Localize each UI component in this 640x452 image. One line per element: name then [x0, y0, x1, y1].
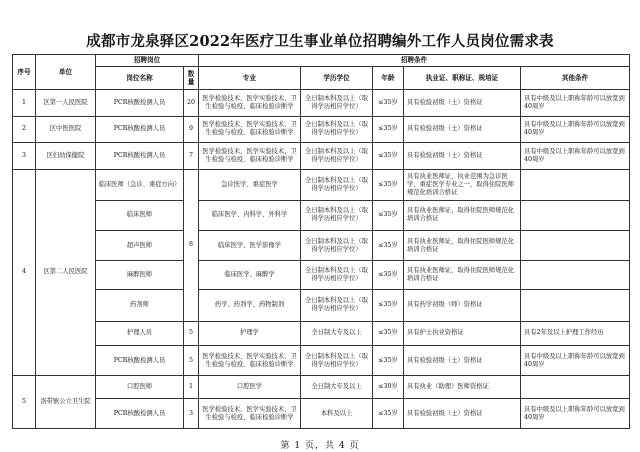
qualification-cell: 具有执业医师证，取得住院医师规范化培训合格证	[404, 231, 521, 261]
other-cell	[521, 231, 630, 261]
unit-cell: 区第二人民医院	[36, 169, 96, 375]
other-cell: 具有中级及以上职称年龄可以放宽到40周岁	[521, 399, 630, 429]
unit-cell: 区妇幼保健院	[36, 143, 96, 170]
education-cell: 全日制本科及以上（取得学历相应学位）	[301, 90, 373, 117]
age-cell: ≤35岁	[373, 399, 404, 429]
major-cell: 医学检验技术、医学实验技术、卫生检验与检疫、临床检验诊断学	[199, 346, 301, 376]
education-cell: 全日制本科及以上（取得学历相应学位）	[301, 169, 373, 200]
header-row-1	[13, 55, 630, 67]
table-row	[13, 200, 630, 231]
qualification-cell: 具有检验初级（士）资格证	[404, 116, 521, 143]
major-cell: 医学检验技术、医学实验技术、卫生检验与检疫、临床检验诊断学	[199, 116, 301, 143]
count-cell: 3	[184, 399, 199, 429]
other-cell	[521, 200, 630, 231]
education-cell: 全日制本科及以上（取得学历相应学位）	[301, 116, 373, 143]
post-cell: 药剂师	[96, 289, 184, 321]
header-unit: 单位	[36, 55, 96, 90]
page-footer: 第 1 页，共 4 页	[280, 441, 360, 451]
age-cell: ≤30岁	[373, 375, 404, 398]
age-cell: ≤35岁	[373, 169, 404, 200]
age-cell: ≤35岁	[373, 289, 404, 321]
education-cell: 本科及以上	[301, 399, 373, 429]
other-cell	[521, 289, 630, 321]
header-posts-group: 招聘岗位	[96, 55, 199, 67]
table-row	[13, 321, 630, 345]
age-cell: ≤35岁	[373, 321, 404, 345]
qualification-cell: 具有检验初级（士）资格证	[404, 143, 521, 170]
major-cell: 医学检验技术、医学实验技术、卫生检验与检疫、临床检验诊断学	[199, 143, 301, 170]
post-cell: 临床医师（急诊、重症方向）	[96, 169, 184, 200]
major-cell: 急诊医学、重症医学	[199, 169, 301, 200]
major-cell: 临床医学、内科学、外科学	[199, 200, 301, 231]
table-row	[13, 346, 630, 376]
header-post-name: 岗位名称	[96, 66, 184, 89]
age-cell: ≤35岁	[373, 261, 404, 290]
qualification-cell: 具有检验初级（士）资格证	[404, 346, 521, 376]
seq-cell: 4	[13, 169, 36, 375]
page-title: 成都市龙泉驿区2022年医疗卫生事业单位招聘编外工作人员岗位需求表	[86, 33, 554, 50]
age-cell: ≤35岁	[373, 231, 404, 261]
unit-cell: 区第一人民医院	[36, 90, 96, 117]
education-cell: 全日制大专及以上	[301, 321, 373, 345]
other-cell	[521, 169, 630, 200]
other-cell: 具有2年及以上护理工作经历	[521, 321, 630, 345]
post-cell: 临床医师	[96, 200, 184, 231]
other-cell: 具有中级及以上职称年龄可以放宽到40周岁	[521, 116, 630, 143]
header-conditions-group: 招聘条件	[199, 55, 630, 67]
education-cell: 全日制本科及以上（取得学历相应学位）	[301, 261, 373, 290]
table-row	[13, 169, 630, 200]
education-cell: 全日制本科及以上（取得学历相应学位）	[301, 231, 373, 261]
count-cell: 20	[184, 90, 199, 117]
other-cell: 具有中级及以上职称年龄可以放宽到40周岁	[521, 90, 630, 117]
post-cell: 口腔医师	[96, 375, 184, 398]
major-cell: 临床医学、麻醉学	[199, 261, 301, 290]
education-cell: 全日制本科及以上（取得学历相应学位）	[301, 346, 373, 376]
header-age: 年龄	[373, 66, 404, 89]
education-cell: 全日制本科及以上（取得学历相应学位）	[301, 289, 373, 321]
header-major: 专业	[199, 66, 301, 89]
count-cell: 5	[184, 321, 199, 345]
major-cell: 医学检验技术、医学实验技术、卫生检验与检疫、临床检验诊断学	[199, 90, 301, 117]
qualification-cell: 具有检验初级（士）资格证	[404, 399, 521, 429]
major-cell: 口腔医学	[199, 375, 301, 398]
count-cell: 7	[184, 143, 199, 170]
education-cell: 全日制本科及以上（取得学历相应学位）	[301, 200, 373, 231]
major-cell: 药学、药剂学、药物制剂	[199, 289, 301, 321]
post-cell: 麻醉医师	[96, 261, 184, 290]
unit-cell: 洛带镇公立卫生院	[36, 375, 96, 428]
header-row-2	[13, 66, 630, 89]
age-cell: ≤35岁	[373, 200, 404, 231]
qualification-cell: 具有检验初级（士）资格证	[404, 90, 521, 117]
table-row	[13, 231, 630, 261]
post-cell: PCR核酸检测人员	[96, 399, 184, 429]
education-cell: 全日制本科及以上（取得学历相应学位）	[301, 143, 373, 170]
age-cell: ≤35岁	[373, 116, 404, 143]
education-cell: 全日制大专及以上	[301, 375, 373, 398]
qualification-cell: 具有执业医师证，执业范围为急诊医学、重症医学专业之一，取得住院医师规范化培训合格证	[404, 169, 521, 200]
post-cell: PCR核酸检测人员	[96, 90, 184, 117]
table-row	[13, 375, 630, 398]
age-cell: ≤35岁	[373, 90, 404, 117]
table-row	[13, 116, 630, 143]
seq-cell: 1	[13, 90, 36, 117]
qualification-cell: 具有护士执业资格证	[404, 321, 521, 345]
seq-cell: 2	[13, 116, 36, 143]
table-row	[13, 399, 630, 429]
header-seq: 序号	[13, 55, 36, 90]
header-other: 其他条件	[521, 66, 630, 89]
table-row	[13, 261, 630, 290]
count-cell: 8	[184, 169, 199, 321]
seq-cell: 5	[13, 375, 36, 428]
age-cell: ≤35岁	[373, 143, 404, 170]
other-cell	[521, 261, 630, 290]
qualification-cell: 具有药学初级（师）资格证	[404, 289, 521, 321]
post-cell: PCR核酸检测人员	[96, 116, 184, 143]
count-cell: 5	[184, 346, 199, 376]
table-row	[13, 289, 630, 321]
header-education: 学历学位	[301, 66, 373, 89]
count-cell: 9	[184, 116, 199, 143]
post-cell: PCR核酸检测人员	[96, 346, 184, 376]
post-cell: 护理人员	[96, 321, 184, 345]
other-cell: 具有中级及以上职称年龄可以放宽到40周岁	[521, 143, 630, 170]
unit-cell: 区中医医院	[36, 116, 96, 143]
age-cell: ≤35岁	[373, 346, 404, 376]
count-cell: 1	[184, 375, 199, 398]
post-cell: 超声医师	[96, 231, 184, 261]
post-cell: PCR核酸检测人员	[96, 143, 184, 170]
other-cell	[521, 375, 630, 398]
qualification-cell: 具有执业医师证，取得住院医师规范化培训合格证	[404, 200, 521, 231]
header-count: 数量	[184, 66, 199, 89]
major-cell: 临床医学、医学影像学	[199, 231, 301, 261]
major-cell: 护理学	[199, 321, 301, 345]
header-qualification: 执业证、职称证、规培证	[404, 66, 521, 89]
table-row	[13, 90, 630, 117]
table-row	[13, 143, 630, 170]
seq-cell: 3	[13, 143, 36, 170]
recruitment-table	[12, 54, 630, 429]
qualification-cell: 具有执业（助理）医师资格证	[404, 375, 521, 398]
other-cell: 具有中级及以上职称年龄可以放宽到40周岁	[521, 346, 630, 376]
major-cell: 医学检验技术、医学实验技术、卫生检验与检疫、临床检验诊断学	[199, 399, 301, 429]
qualification-cell: 具有执业医师证，取得住院医师规范化培训合格证	[404, 261, 521, 290]
